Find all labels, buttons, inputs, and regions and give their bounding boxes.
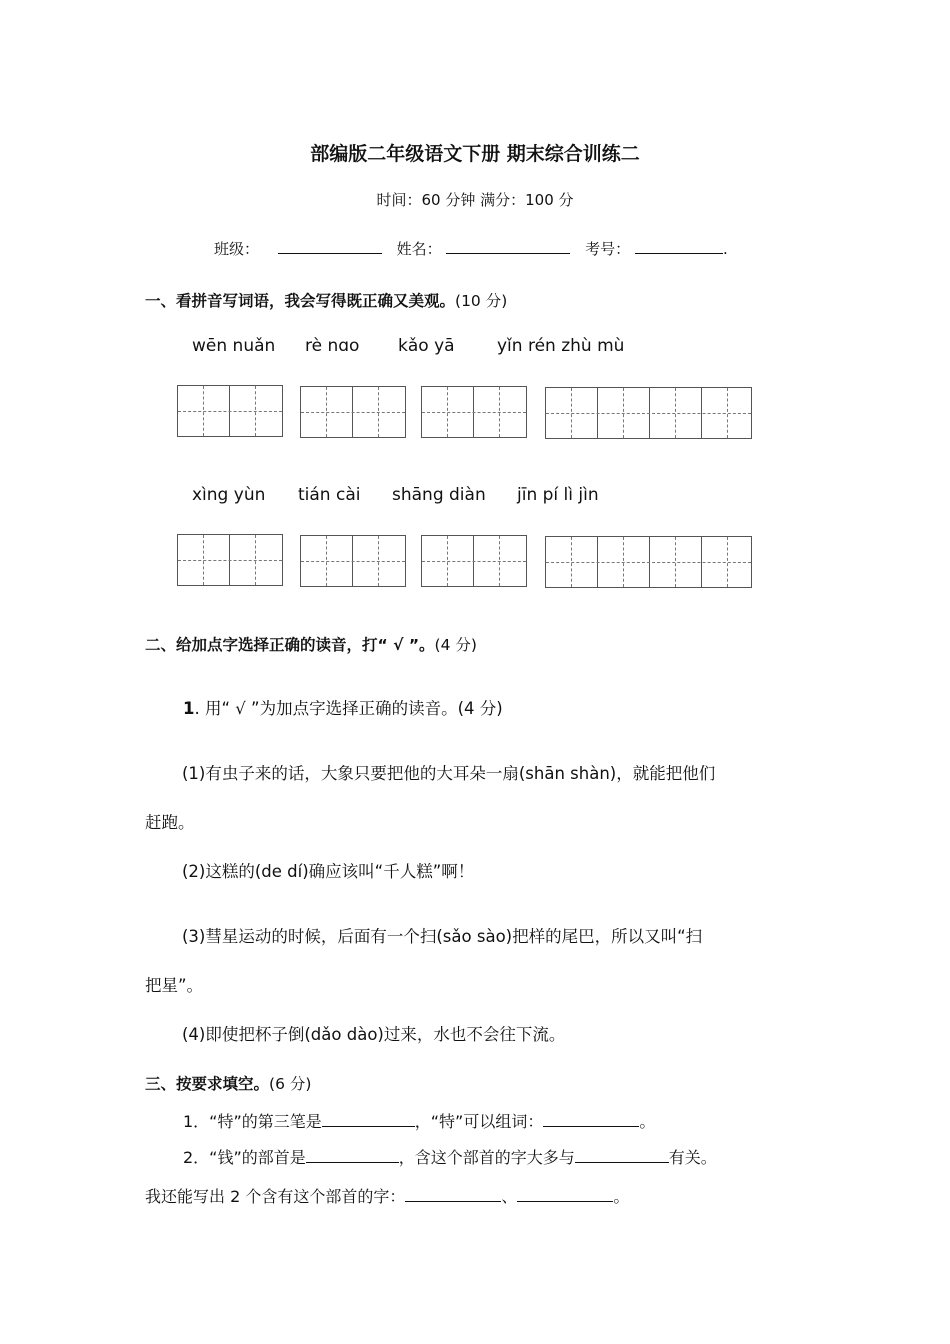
exam-time-score: 时间：60 分钟 满分：100 分 — [376, 191, 574, 209]
section3-q2 — [183, 1145, 717, 1168]
q2-line2-text-c: 。 — [613, 1187, 630, 1206]
q2-text-c: 有关。 — [668, 1148, 717, 1167]
section3-q2-line2 — [145, 1184, 629, 1207]
section3-heading-text: 三、按要求填空。 — [145, 1075, 270, 1093]
writing-grid-2[interactable] — [300, 386, 406, 438]
question-text: . 用“ √ ”为加点字选择正确的读音。(4 分) — [194, 699, 503, 718]
item-3-line2: 把星”。 — [145, 976, 204, 995]
item-3-line1: (3)彗星运动的时候，后面有一个扫(sǎo sào)把样的尾巴，所以又叫“扫 — [182, 927, 703, 946]
q2-line2-text-a: 我还能写出 2 个含有这个部首的字： — [145, 1187, 406, 1206]
section2-heading-text: 二、给加点字选择正确的读音，打“ √ ”。 — [145, 636, 435, 654]
q1-text-b: ，“特”可以组词： — [414, 1112, 544, 1131]
pinyin-xingyun: xìng yùn — [192, 485, 266, 505]
class-label: 班级： — [214, 240, 260, 258]
item-1-line2: 赶跑。 — [145, 813, 195, 832]
q2-line2-text-b: 、 — [501, 1187, 518, 1206]
q2-text-a: 2．“钱”的部首是 — [183, 1148, 306, 1167]
q2-blank-radical[interactable] — [306, 1148, 399, 1163]
pinyin-yinrenzhumu: yǐn rén zhù mù — [497, 336, 625, 356]
writing-grid-4[interactable] — [545, 387, 752, 439]
pinyin-shangdian: shāng diàn — [392, 485, 486, 505]
item-2: (2)这糕的(de dí)确应该叫“千人糕”啊！ — [182, 862, 475, 881]
section1-heading-text: 一、看拼音写词语，我会写得既正确又美观。 — [145, 292, 456, 310]
pinyin-jinpilijin: jīn pí lì jìn — [517, 485, 599, 505]
section3-points: (6 分) — [269, 1075, 312, 1093]
section3-q1 — [183, 1109, 655, 1132]
q1-blank-word[interactable] — [543, 1112, 639, 1127]
q2-blank-related[interactable] — [575, 1148, 669, 1163]
class-blank[interactable] — [278, 239, 382, 254]
item-1-line1: (1)有虫子来的话，大象只要把他的大耳朵一扇(shān shàn)，就能把他们 — [182, 764, 716, 783]
q1-text-c: 。 — [639, 1112, 656, 1131]
section2-heading — [145, 633, 477, 655]
section1-heading — [145, 289, 507, 311]
q2-blank-char1[interactable] — [405, 1187, 501, 1202]
section1-points: (10 分) — [455, 292, 508, 310]
q2-blank-char2[interactable] — [517, 1187, 613, 1202]
pinyin-tiancai: tián cài — [298, 485, 361, 505]
writing-grid-5[interactable] — [177, 534, 283, 586]
writing-grid-6[interactable] — [300, 535, 406, 587]
item-4: (4)即使把杯子倒(dǎo dào)过来，水也不会往下流。 — [182, 1025, 566, 1044]
number-label: 考号： — [585, 240, 631, 258]
name-label: 姓名： — [396, 240, 442, 258]
q2-text-b: ，含这个部首的字大多与 — [398, 1148, 575, 1167]
writing-grid-7[interactable] — [421, 535, 527, 587]
page-title: 部编版二年级语文下册 期末综合训练二 — [310, 143, 640, 165]
writing-grid-1[interactable] — [177, 385, 283, 437]
end-mark: . — [722, 240, 728, 258]
pinyin-renao: rè nɑo — [305, 336, 360, 356]
section3-heading — [145, 1072, 311, 1094]
info-line — [214, 238, 728, 259]
number-blank[interactable] — [635, 239, 723, 254]
writing-grid-3[interactable] — [421, 386, 527, 438]
section2-points: (4 分) — [434, 636, 477, 654]
section2-question — [183, 695, 503, 719]
pinyin-wennuan: wēn nuǎn — [192, 336, 276, 356]
q1-blank-stroke[interactable] — [322, 1112, 415, 1127]
question-number: 1 — [183, 699, 195, 718]
writing-grid-8[interactable] — [545, 536, 752, 588]
pinyin-kaoya: kǎo yā — [398, 336, 455, 356]
name-blank[interactable] — [446, 239, 570, 254]
q1-text-a: 1．“特”的第三笔是 — [183, 1112, 322, 1131]
